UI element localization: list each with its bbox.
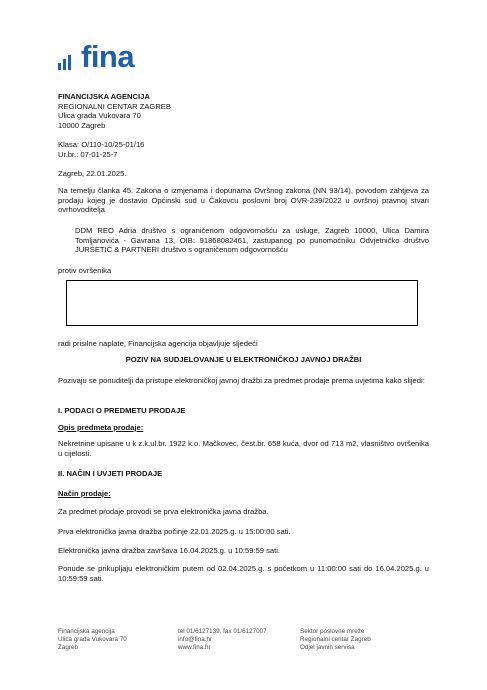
footer-line: Zagreb <box>58 644 78 652</box>
section-2-paragraph-1: Za predmet prodaje provodi se prva elektronička javna dražba. <box>58 507 269 516</box>
section-2-paragraph-2: Prva elektronička javna dražba počinje 22.01.2025.g. u 15:00:00 sati. <box>58 527 291 536</box>
footer-email: info@fina.hr <box>178 636 213 644</box>
section-2-paragraph-4: Ponude se prikupljaju elektroničkim putem od 02.04.2025.g. s početkom u 11:00:00 sati do 16.04.2025.g. u 10:59:59 sati. <box>58 564 429 583</box>
reference-block <box>58 140 358 159</box>
footer-line: Odjel javnih servisa <box>300 644 355 652</box>
fina-logo-bars-icon <box>58 54 78 70</box>
footer-address <box>58 628 168 653</box>
document-date: Zagreb, 22.01.2025. <box>58 169 127 178</box>
footer-department <box>300 628 420 653</box>
footer-phone: tel 01/6127139, fax 01/6127007 <box>178 628 267 635</box>
sender-block <box>58 92 358 130</box>
urbr: Ur.br.: 07-01-25-7 <box>58 149 118 159</box>
section-1-heading: I. PODACI O PREDMETU PRODAJE <box>58 406 186 415</box>
sender-unit: REGIONALNI CENTAR ZAGREB <box>58 101 171 111</box>
document-title: POZIV NA SUDJELOVANJE U ELEKTRONIČKOJ JAVNOJ DRAŽBI <box>125 355 362 364</box>
footer-line: Sektor poslovne mreže <box>300 628 365 635</box>
section-1-subheading: Opis predmeta prodaje: <box>58 423 144 432</box>
sender-city: 10000 Zagreb <box>58 120 106 130</box>
footer-line: Financijska agencija <box>58 628 115 635</box>
footer-website: www.fina.hr <box>178 644 211 652</box>
fina-logo: fina <box>81 39 135 74</box>
klasa: Klasa: O/110-10/25-01/16 <box>58 140 145 149</box>
sender-name: FINANCIJSKA AGENCIJA <box>58 92 150 101</box>
creditor-paragraph: DDM REO Adria društvo s ograničenom odgovornošću za usluge, Zagreb 10000, Ulica Damira Tomljanovića - Gavrana 13, OIB: 91868082461, zastupanog po punomoćniku Odvjetničko društvo JURŠETIĆ & PARTNERI društvo s ograničenom odgovornošću <box>75 226 429 255</box>
collection-line: radi prisilne naplate, Financijska agencija objavljuje sljedeći <box>58 339 258 348</box>
invite-paragraph: Pozivaju se ponuditelji da pristupe elektroničkoj javnoj dražbi za predmet prodaje prema uvjetima kako slijedi: <box>58 376 425 385</box>
section-1-text: Nekretnine upisane u k z.k.ul.br. 1922 k.o. Mačkovec, čest.br. 658 kuća, dvor od 713 m2, vlasništvo ovršenika u cijelosti. <box>58 439 429 458</box>
section-2-paragraph-3: Elektronička javna dražba završava 16.04.2025.g. u 10:59:59 sati. <box>58 546 281 555</box>
intro-paragraph: Na temelju članka 45. Zakona o izmjenama i dopunama Ovršnog zakona (NN 93/14), povodom zahtjeva za prodaju kojeg je dostavio Općinski sud u Čakovcu poslovni broj OVR-239/2022 u ovršnoj pravnoj stvari ovrhovoditelja <box>58 186 429 215</box>
footer-line: Regionalni centar Zagreb <box>300 636 371 644</box>
section-2-subheading: Način prodaje: <box>58 489 111 498</box>
footer-line: Ulica grada Vukovara 70 <box>58 636 127 644</box>
footer-contact <box>178 628 293 653</box>
sender-street: Ulica grada Vukovara 70 <box>58 111 141 121</box>
section-2-heading: II. NAČIN I UVJETI PRODAJE <box>58 469 163 478</box>
against-label: protiv ovršenika <box>58 266 112 275</box>
redacted-debtor-box <box>66 280 418 326</box>
